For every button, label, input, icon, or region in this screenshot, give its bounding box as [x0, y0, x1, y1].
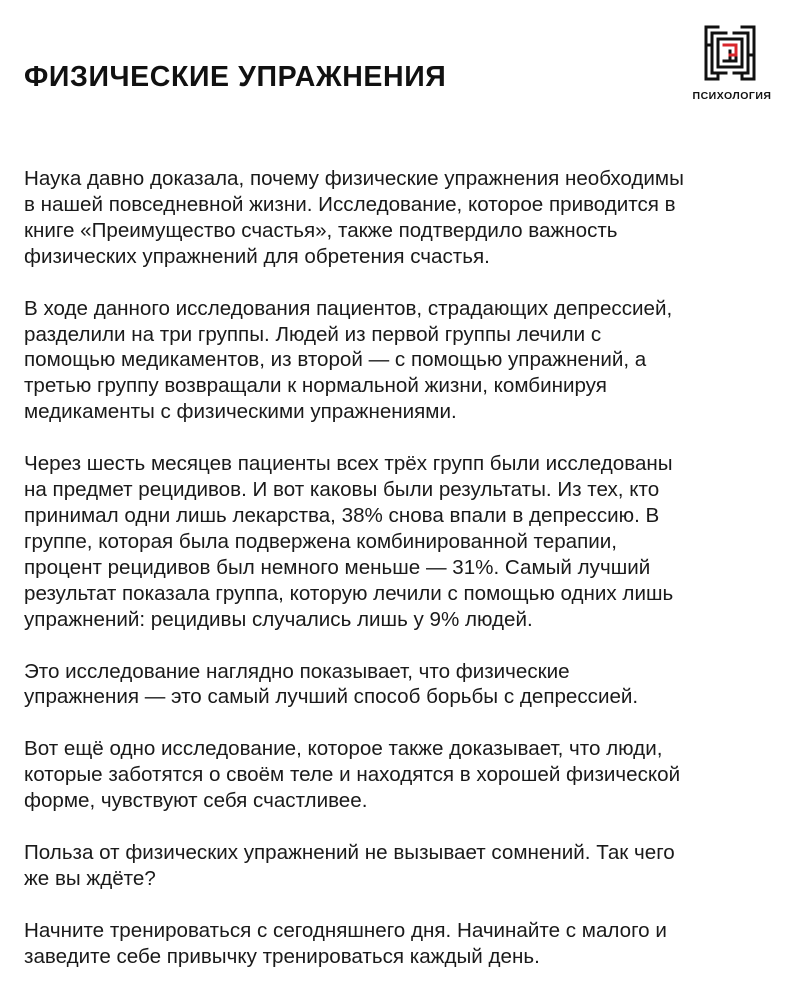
- paragraph-line: на предмет рецидивов. И вот каковы были результаты. Из тех, кто: [24, 478, 660, 502]
- article-paragraph: [24, 166, 794, 270]
- paragraph-line: физических упражнений для обретения счастья.: [24, 244, 490, 268]
- paragraph-line: заведите себе привычку тренироваться каждый день.: [24, 944, 540, 968]
- brand-name: ПСИХОЛОГИЯ: [692, 90, 772, 102]
- brand-block: [682, 25, 782, 110]
- article-paragraph: [24, 918, 794, 970]
- paragraph-line: Наука давно доказала, почему физические упражнения необходимы: [24, 167, 684, 190]
- article-body: [24, 166, 794, 996]
- paragraph-line: же вы ждёте?: [24, 866, 156, 890]
- paragraph-line: помощью медикаментов, из второй — с помощью упражнений, а: [24, 348, 647, 372]
- paragraph-line: результат показала группа, которую лечили с помощью одних лишь: [24, 581, 674, 605]
- paragraph-line: Через шесть месяцев пациенты всех трёх групп были исследованы: [24, 452, 673, 476]
- paragraph-line: Начните тренироваться с сегодняшнего дня. Начинайте с малого и: [24, 918, 667, 942]
- paragraph-line: Вот ещё одно исследование, которое также доказывает, что люди,: [24, 737, 663, 761]
- article-paragraph: [24, 296, 794, 426]
- paragraph-line: медикаменты с физическими упражнениями.: [24, 400, 457, 424]
- article-paragraph: [24, 736, 794, 814]
- page-header: [0, 0, 800, 120]
- paragraph-line: принимал одни лишь лекарства, 38% снова впали в депрессию. В: [24, 503, 660, 527]
- paragraph-line: Польза от физических упражнений не вызывает сомнений. Так чего: [24, 841, 675, 865]
- paragraph-line: процент рецидивов был немного меньше — 31%. Самый лучший: [24, 555, 651, 579]
- paragraph-line: упражнений: рецидивы случались лишь у 9% людей.: [24, 607, 533, 631]
- article-paragraph: [24, 451, 794, 632]
- article-paragraph: [24, 659, 794, 711]
- paragraph-line: форме, чувствуют себя счастливее.: [24, 789, 368, 813]
- paragraph-line: группе, которая была подвержена комбинированной терапии,: [24, 529, 617, 553]
- paragraph-line: упражнения — это самый лучший способ борьбы с депрессией.: [24, 685, 639, 709]
- article-paragraph: [24, 840, 794, 892]
- paragraph-line: которые заботятся о своём теле и находятся в хорошей физической: [24, 763, 681, 787]
- paragraph-line: Это исследование наглядно показывает, что физические: [24, 659, 570, 683]
- paragraph-line: В ходе данного исследования пациентов, страдающих депрессией,: [24, 296, 673, 320]
- maze-logo-icon: [704, 25, 756, 81]
- page-title: ФИЗИЧЕСКИЕ УПРАЖНЕНИЯ: [24, 61, 447, 93]
- paragraph-line: книге «Преимущество счастья», также подтвердило важность: [24, 218, 618, 242]
- paragraph-line: разделили на три группы. Людей из первой группы лечили с: [24, 322, 602, 346]
- paragraph-line: в нашей повседневной жизни. Исследование, которое приводится в: [24, 192, 676, 216]
- paragraph-line: третью группу возвращали к нормальной жизни, комбинируя: [24, 374, 607, 398]
